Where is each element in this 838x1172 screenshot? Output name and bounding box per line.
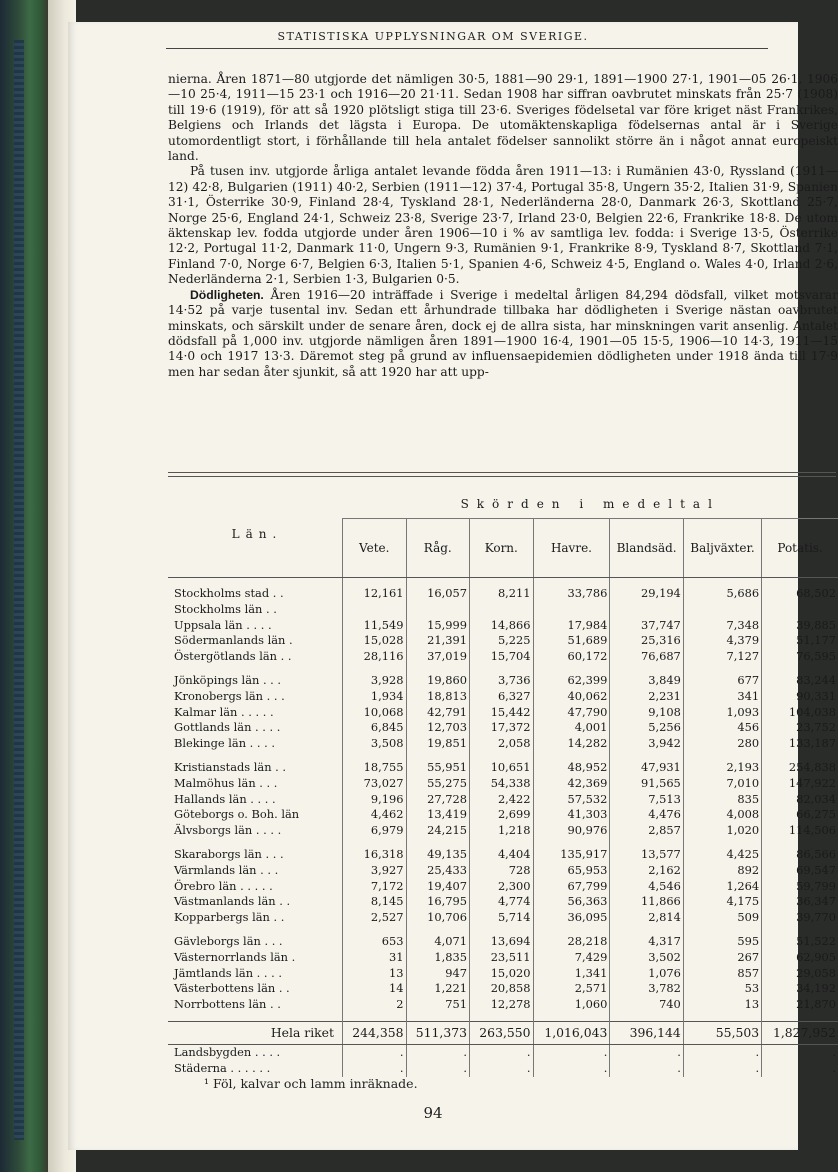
- table-row: [168, 894, 838, 910]
- table-cell: 4,462: [343, 807, 407, 823]
- table-cell: [610, 602, 683, 618]
- row-label: Kopparbergs län . .: [174, 910, 285, 925]
- table-cell: [470, 602, 534, 618]
- table-row: [168, 981, 838, 997]
- table-cell: 7,513: [610, 792, 683, 808]
- table-cell: 147,922: [762, 776, 838, 792]
- table-cell: 53: [683, 981, 761, 997]
- table-row: [168, 776, 838, 792]
- table-cell: 509: [683, 910, 761, 926]
- table-cell: .: [683, 1061, 761, 1077]
- table-cell: 47,931: [610, 760, 683, 776]
- table-cell: 23,511: [470, 950, 534, 966]
- column-header: Blandsäd.: [610, 519, 683, 578]
- table-cell: 12,278: [470, 997, 534, 1013]
- table-cell: 396,144: [610, 1021, 683, 1044]
- table-cell: 19,407: [406, 879, 470, 895]
- table-cell: 51,689: [533, 633, 610, 649]
- table-cell: 18,813: [406, 689, 470, 705]
- table-cell: 7,429: [533, 950, 610, 966]
- book-binding: [0, 0, 48, 1172]
- table-cell: 36,095: [533, 910, 610, 926]
- table-cell: 34,192: [762, 981, 838, 997]
- table-cell: .: [533, 1061, 610, 1077]
- row-label: Södermanlands län .: [174, 633, 293, 648]
- table-cell: 51,522: [762, 934, 838, 950]
- row-label: Blekinge län . . . .: [174, 736, 276, 751]
- table-row: [168, 1021, 838, 1044]
- row-label: Älvsborgs län . . . .: [174, 823, 282, 838]
- table-row: [168, 649, 838, 665]
- table-cell: 17,984: [533, 618, 610, 634]
- row-label: Västernorrlands län .: [174, 949, 296, 964]
- table-cell: .: [470, 1061, 534, 1077]
- table-cell: 1,827,952: [762, 1021, 838, 1044]
- table-cell: 2,300: [470, 879, 534, 895]
- row-spacer: [168, 926, 838, 934]
- table-cell: 25,433: [406, 863, 470, 879]
- table-cell: 4,425: [683, 847, 761, 863]
- table-cell: 254,838: [762, 760, 838, 776]
- table-row: [168, 934, 838, 950]
- table-cell: 4,175: [683, 894, 761, 910]
- table-cell: 16,057: [406, 586, 470, 602]
- table-cell: 40,062: [533, 689, 610, 705]
- table-cell: .: [683, 1044, 761, 1060]
- table-row: [168, 1061, 838, 1077]
- paragraph: På tusen inv. utgjorde årliga antalet levande födda åren 1911—13: i Rumänien 43·0, Ryssland (1911—12) 42·8, Bulgarien (1911) 40·2, Serbien (1911—12) 37·4, Portugal 35·8, Ungern 35·2, Italien 31·9, Spanien 31·1, Österrike 30·9, Finland 28·4, Tyskland 28·1, Nederländerna 28·0, Danmark 26·3, Skottland 25·7, Norge 25·6, England 24·1, Schweiz 23·8, Sverige 23·7, Irland 23·0, Belgien 22·6, Frankrike 18·8. De utom äktenskap lev. fodda utgjorde under åren 1906—10 i % av samtliga lev. fodda: i Sverige 13·5, Österrike 12·2, Portugal 11·2, Danmark 11·0, Ungern 9·3, Rumänien 9·1, Frankrike 8·9, Tyskland 8·7, Skottland 7·1, Finland 7·0, Norge 6·7, Belgien 6·3, Italien 5·1, Spanien 4·6, Schweiz 4·5, England o. Wales 4·0, Irland 2·6, Nederländerna 2·1, Serbien 1·3, Bulgarien 0·5.: [168, 164, 838, 287]
- table-cell: 65,953: [533, 863, 610, 879]
- table-row: [168, 950, 838, 966]
- column-header: Vete.: [343, 519, 407, 578]
- column-header: Baljväxter.: [683, 519, 761, 578]
- table-cell: 28,116: [343, 649, 407, 665]
- table-cell: 76,595: [762, 649, 838, 665]
- table-cell: 17,372: [470, 720, 534, 736]
- table-cell: .: [406, 1044, 470, 1060]
- table-cell: 3,782: [610, 981, 683, 997]
- table-cell: 90,331: [762, 689, 838, 705]
- table-cell: 69,547: [762, 863, 838, 879]
- table-cell: 14,866: [470, 618, 534, 634]
- table-cell: 54,338: [470, 776, 534, 792]
- table-row: [168, 760, 838, 776]
- table-cell: .: [610, 1044, 683, 1060]
- group-header: Skörden i medeltal: [343, 490, 838, 519]
- table-cell: 47,790: [533, 705, 610, 721]
- table-cell: 2,058: [470, 736, 534, 752]
- table-cell: 10,651: [470, 760, 534, 776]
- body-text: [168, 72, 838, 380]
- table-cell: 12,161: [343, 586, 407, 602]
- table-cell: 751: [406, 997, 470, 1013]
- table-cell: 2,231: [610, 689, 683, 705]
- page-number: 94: [423, 1104, 443, 1122]
- table-cell: 82,034: [762, 792, 838, 808]
- section-heading: Dödligheten.: [190, 287, 264, 302]
- table-row: [168, 673, 838, 689]
- table-cell: 39,885: [762, 618, 838, 634]
- table-cell: 11,549: [343, 618, 407, 634]
- table-cell: 76,687: [610, 649, 683, 665]
- row-label: Uppsala län . . . .: [174, 617, 272, 632]
- table-cell: 27,728: [406, 792, 470, 808]
- table-cell: 7,172: [343, 879, 407, 895]
- table-cell: .: [762, 1044, 838, 1060]
- table-cell: 5,225: [470, 633, 534, 649]
- table-cell: 7,348: [683, 618, 761, 634]
- table-cell: 4,774: [470, 894, 534, 910]
- table-cell: 31: [343, 950, 407, 966]
- table-cell: 728: [470, 863, 534, 879]
- table-cell: 51,177: [762, 633, 838, 649]
- row-spacer: [168, 839, 838, 847]
- table-cell: .: [343, 1044, 407, 1060]
- table-row: [168, 618, 838, 634]
- table-cell: 5,686: [683, 586, 761, 602]
- table-row: [168, 966, 838, 982]
- table-cell: 2,814: [610, 910, 683, 926]
- column-header: Potatis.: [762, 519, 838, 578]
- table-cell: 6,327: [470, 689, 534, 705]
- table-cell: 62,905: [762, 950, 838, 966]
- table-cell: 2,527: [343, 910, 407, 926]
- section-divider: [168, 472, 836, 473]
- table-cell: [762, 602, 838, 618]
- lan-header: Län.: [168, 490, 343, 578]
- table-row: [168, 720, 838, 736]
- table-cell: 14: [343, 981, 407, 997]
- table-cell: .: [762, 1061, 838, 1077]
- table-cell: 3,849: [610, 673, 683, 689]
- row-label: Norrbottens län . .: [174, 997, 281, 1012]
- column-header: Råg.: [406, 519, 470, 578]
- table-cell: 15,028: [343, 633, 407, 649]
- table-row: [168, 792, 838, 808]
- table-cell: 133,187: [762, 736, 838, 752]
- table-row: [168, 863, 838, 879]
- paragraph: nierna. Åren 1871—80 utgjorde det nämligen 30·5, 1881—90 29·1, 1891—1900 27·1, 1901—05 26·1, 1906—10 25·4, 1911—15 23·1 och 1916—20 21·11. Sedan 1908 har siffran oavbrutet minskats från 25·7 (1908) till 19·6 (1919), för att så 1920 plötsligt stiga till 23·6. Sveriges födelsetal var före kriget näst Frankrikes, Belgiens och Irlands det lägsta i Europa. De utomäktenskapliga födelsernas antal är i Sverige utomordentligt stort, i förhållande till hela antalet födelser sannolikt större än i något annat europeiskt land.: [168, 72, 838, 164]
- row-label: Landsbygden . . . .: [174, 1044, 281, 1059]
- table-cell: 3,508: [343, 736, 407, 752]
- table-cell: 114,506: [762, 823, 838, 839]
- row-label: Kronobergs län . . .: [174, 688, 285, 703]
- section-divider: [168, 476, 836, 477]
- binding-cloth: [14, 40, 24, 1140]
- table-cell: 16,795: [406, 894, 470, 910]
- table-cell: 24,215: [406, 823, 470, 839]
- table-cell: 1,016,043: [533, 1021, 610, 1044]
- table-cell: 5,714: [470, 910, 534, 926]
- table-cell: 4,001: [533, 720, 610, 736]
- table-cell: 3,736: [470, 673, 534, 689]
- row-label: Malmöhus län . . .: [174, 775, 278, 790]
- paragraph: [168, 288, 838, 380]
- row-label: Västmanlands län . .: [174, 894, 291, 909]
- table-body: [168, 578, 838, 1077]
- table-cell: 25,316: [610, 633, 683, 649]
- row-label: Gävleborgs län . . .: [174, 933, 283, 948]
- table-cell: 595: [683, 934, 761, 950]
- column-header: Havre.: [533, 519, 610, 578]
- table-cell: 29,194: [610, 586, 683, 602]
- table-cell: [406, 602, 470, 618]
- table-cell: 48,952: [533, 760, 610, 776]
- column-header: Korn.: [470, 519, 534, 578]
- table-cell: 2: [343, 997, 407, 1013]
- table-cell: 280: [683, 736, 761, 752]
- table-cell: 9,196: [343, 792, 407, 808]
- table-cell: 28,218: [533, 934, 610, 950]
- table-cell: 12,703: [406, 720, 470, 736]
- table-cell: 3,502: [610, 950, 683, 966]
- table-cell: 9,108: [610, 705, 683, 721]
- row-label: Gottlands län . . . .: [174, 720, 281, 735]
- table-cell: 33,786: [533, 586, 610, 602]
- table-cell: 892: [683, 863, 761, 879]
- row-label: Stockholms stad . .: [174, 586, 284, 600]
- table-cell: 39,770: [762, 910, 838, 926]
- table-cell: 1,060: [533, 997, 610, 1013]
- table-cell: 4,379: [683, 633, 761, 649]
- table-cell: .: [470, 1044, 534, 1060]
- table-cell: 1,221: [406, 981, 470, 997]
- table-cell: 6,845: [343, 720, 407, 736]
- table-row: [168, 689, 838, 705]
- table-row: [168, 1044, 838, 1060]
- table-cell: 56,363: [533, 894, 610, 910]
- table-cell: 2,162: [610, 863, 683, 879]
- table-cell: 1,020: [683, 823, 761, 839]
- row-label: Örebro län . . . . .: [174, 878, 273, 893]
- book-page: [68, 22, 838, 1150]
- table-cell: 1,076: [610, 966, 683, 982]
- table-cell: 73,027: [343, 776, 407, 792]
- table-cell: 19,860: [406, 673, 470, 689]
- table-cell: 86,566: [762, 847, 838, 863]
- table-cell: 83,244: [762, 673, 838, 689]
- table-cell: [343, 602, 407, 618]
- table-cell: 36,347: [762, 894, 838, 910]
- table-cell: 4,008: [683, 807, 761, 823]
- table-cell: 7,010: [683, 776, 761, 792]
- table-cell: 67,799: [533, 879, 610, 895]
- table-cell: .: [610, 1061, 683, 1077]
- table-cell: 4,476: [610, 807, 683, 823]
- table-row: [168, 807, 838, 823]
- table-cell: 947: [406, 966, 470, 982]
- table-cell: .: [343, 1061, 407, 1077]
- table-cell: 835: [683, 792, 761, 808]
- table-cell: 66,275: [762, 807, 838, 823]
- header-rule: [166, 48, 768, 49]
- table-cell: 21,870: [762, 997, 838, 1013]
- table-cell: .: [533, 1044, 610, 1060]
- table-cell: 23,752: [762, 720, 838, 736]
- table-row: [168, 847, 838, 863]
- table-cell: 1,264: [683, 879, 761, 895]
- table-row: [168, 736, 838, 752]
- table-cell: 16,318: [343, 847, 407, 863]
- table-cell: 37,747: [610, 618, 683, 634]
- table-cell: 14,282: [533, 736, 610, 752]
- table-cell: 3,942: [610, 736, 683, 752]
- table-cell: 1,835: [406, 950, 470, 966]
- table-cell: 244,358: [343, 1021, 407, 1044]
- table-cell: 13,694: [470, 934, 534, 950]
- table-cell: 91,565: [610, 776, 683, 792]
- table-cell: 13: [683, 997, 761, 1013]
- table-cell: 1,218: [470, 823, 534, 839]
- table-row: [168, 586, 838, 602]
- table-cell: 2,193: [683, 760, 761, 776]
- table-cell: 15,442: [470, 705, 534, 721]
- row-label: Städerna . . . . . .: [174, 1060, 271, 1075]
- table-cell: 341: [683, 689, 761, 705]
- table-cell: 13,577: [610, 847, 683, 863]
- row-label: Hela riket: [168, 1021, 343, 1044]
- table-cell: 6,979: [343, 823, 407, 839]
- table-cell: 37,019: [406, 649, 470, 665]
- table-cell: [683, 602, 761, 618]
- running-title: STATISTISKA UPPLYSNINGAR OM SVERIGE.: [277, 30, 589, 43]
- row-label: Värmlands län . . .: [174, 862, 279, 877]
- table-cell: 15,704: [470, 649, 534, 665]
- table-cell: 4,404: [470, 847, 534, 863]
- row-label: Västerbottens län . .: [174, 981, 290, 996]
- harvest-table: [168, 490, 838, 1077]
- table-cell: 8,211: [470, 586, 534, 602]
- table-row: [168, 602, 838, 618]
- row-spacer: [168, 1013, 838, 1022]
- table-cell: 267: [683, 950, 761, 966]
- table-cell: 8,145: [343, 894, 407, 910]
- table-cell: 263,550: [470, 1021, 534, 1044]
- row-label: Jönköpings län . . .: [174, 672, 282, 687]
- paragraph-text: Åren 1916—20 inträffade i Sverige i medeltal årligen 84,294 dödsfall, vilket motsvarar 14·52 på varje tusental inv. Sedan ett århundrade tillbaka har dödligheten i Sverige nästan oavbrutet minskats, och särskilt under de senare åren, dock ej de allra sista, har minskningen varit ansenlig. Antalet dödsfall på 1,000 inv. utgjorde nämligen åren 1891—1900 16·4, 1901—05 15·5, 1906—10 14·3, 1911—15 14·0 och 1917 13·3. Däremot steg på grund av influensaepidemien dödligheten under 1918 ända till 17·9 men har sedan åter sjunkit, så att 1920 har att upp-: [168, 287, 838, 379]
- table-cell: 41,303: [533, 807, 610, 823]
- table-cell: 677: [683, 673, 761, 689]
- table-cell: 13,419: [406, 807, 470, 823]
- table-cell: 59,799: [762, 879, 838, 895]
- table-cell: 18,755: [343, 760, 407, 776]
- table-cell: 2,422: [470, 792, 534, 808]
- table-cell: 21,391: [406, 633, 470, 649]
- table-cell: 456: [683, 720, 761, 736]
- table-cell: 19,851: [406, 736, 470, 752]
- row-label: Göteborgs o. Boh. län: [174, 807, 300, 822]
- table-cell: 20,858: [470, 981, 534, 997]
- table-cell: 62,399: [533, 673, 610, 689]
- table-cell: 4,317: [610, 934, 683, 950]
- table-row: [168, 823, 838, 839]
- table-row: [168, 910, 838, 926]
- table-cell: 68,502: [762, 586, 838, 602]
- table-row: [168, 705, 838, 721]
- row-label: Jämtlands län . . . .: [174, 965, 282, 980]
- table-cell: 1,341: [533, 966, 610, 982]
- row-spacer: [168, 752, 838, 760]
- row-label: Stockholms län . .: [174, 601, 277, 616]
- table-cell: 11,866: [610, 894, 683, 910]
- table-cell: 740: [610, 997, 683, 1013]
- table-cell: 10,068: [343, 705, 407, 721]
- table-cell: 90,976: [533, 823, 610, 839]
- table-cell: 2,699: [470, 807, 534, 823]
- table-cell: 3,928: [343, 673, 407, 689]
- table-cell: 104,038: [762, 705, 838, 721]
- table-cell: 55,275: [406, 776, 470, 792]
- table-cell: 55,503: [683, 1021, 761, 1044]
- table-cell: 2,857: [610, 823, 683, 839]
- table-row: [168, 879, 838, 895]
- table-cell: 1,934: [343, 689, 407, 705]
- table-cell: 4,546: [610, 879, 683, 895]
- table-cell: 42,369: [533, 776, 610, 792]
- table-cell: 3,927: [343, 863, 407, 879]
- table-cell: 57,532: [533, 792, 610, 808]
- table-cell: 857: [683, 966, 761, 982]
- row-label: Skaraborgs län . . .: [174, 846, 284, 861]
- table-cell: 49,135: [406, 847, 470, 863]
- table-cell: 4,071: [406, 934, 470, 950]
- row-spacer: [168, 578, 838, 587]
- table-cell: 7,127: [683, 649, 761, 665]
- table-cell: 10,706: [406, 910, 470, 926]
- table-row: [168, 997, 838, 1013]
- table-cell: 1,093: [683, 705, 761, 721]
- table-row: [168, 633, 838, 649]
- table-cell: 55,951: [406, 760, 470, 776]
- row-label: Hallands län . . . .: [174, 791, 276, 806]
- footnote: ¹ Föl, kalvar och lamm inräknade.: [204, 1076, 418, 1091]
- row-spacer: [168, 665, 838, 673]
- table-cell: 2,571: [533, 981, 610, 997]
- table-cell: 653: [343, 934, 407, 950]
- row-label: Östergötlands län . .: [174, 649, 292, 664]
- table-cell: 15,020: [470, 966, 534, 982]
- row-label: Kalmar län . . . . .: [174, 704, 274, 719]
- table-cell: 5,256: [610, 720, 683, 736]
- table-cell: 135,917: [533, 847, 610, 863]
- row-label: Kristianstads län . .: [174, 759, 287, 774]
- table-cell: 511,373: [406, 1021, 470, 1044]
- table-cell: [533, 602, 610, 618]
- table-cell: .: [406, 1061, 470, 1077]
- table-cell: 42,791: [406, 705, 470, 721]
- table-cell: 13: [343, 966, 407, 982]
- table-cell: 60,172: [533, 649, 610, 665]
- table-cell: 29,058: [762, 966, 838, 982]
- table-cell: 15,999: [406, 618, 470, 634]
